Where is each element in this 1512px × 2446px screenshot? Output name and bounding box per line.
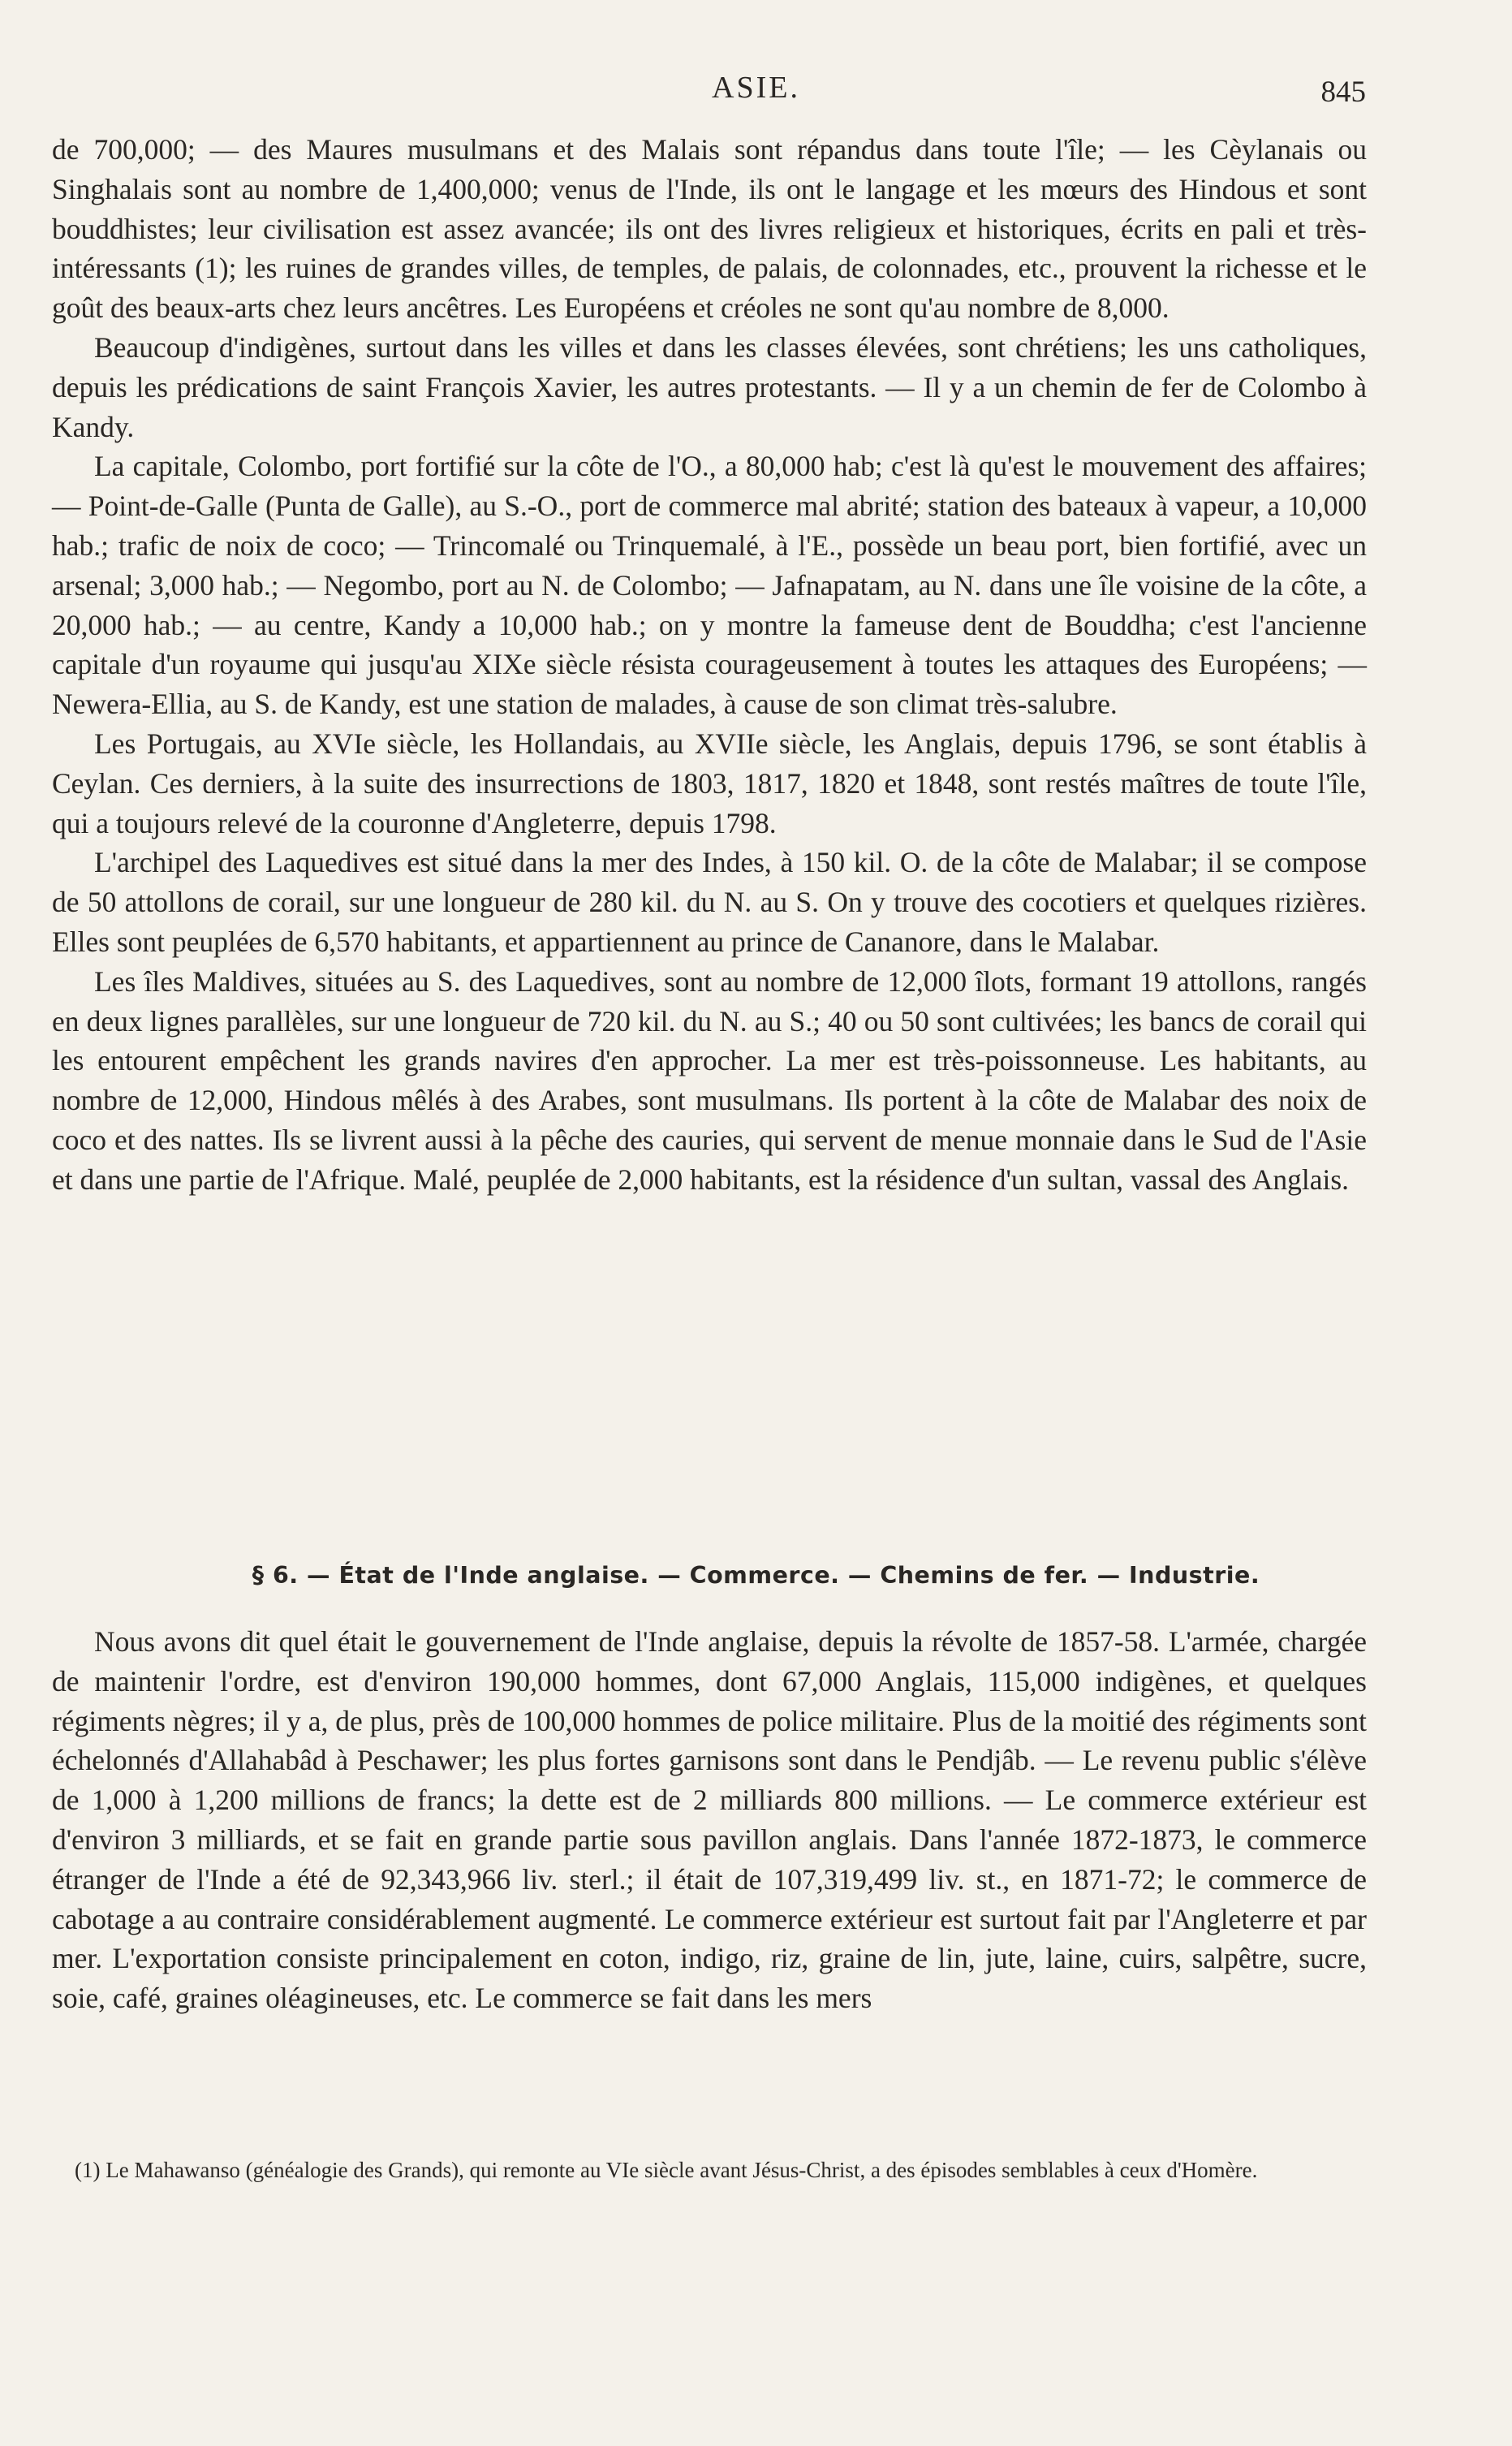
paragraph-3: La capitale, Colombo, port fortifié sur la côte de l'O., a 80,000 hab; c'est là qu'est le mouvement des affaires; — Point-de-Galle (Punta de Galle), au S.-O., port de commerce mal abrité; station des bateaux à vapeur, a 10,000 hab.; trafic de noix de coco; — Trincomalé ou Trinquemalé, à l'E., possède un beau port, bien fortifié, avec un arsenal; 3,000 hab.; — Negombo, port au N. de Colombo; — Jafnapatam, au N. dans une île voisine de la côte, a 20,000 hab.; — au centre, Kandy a 10,000 hab.; on y montre la fameuse dent de Bouddha; c'est l'ancienne capitale d'un royaume qui jusqu'au XIXe siècle résista courageusement à toutes les attaques des Européens; — Newera-Ellia, au S. de Kandy, est une station de malades, à cause de son climat très-salubre. bbox=[52, 450, 1367, 721]
footnote: (1) Le Mahawanso (généalogie des Grands), qui remonte au VIe siècle avant Jésus-Christ, a des épisodes semblables à ceux d'Homère. bbox=[75, 2158, 1258, 2182]
section-paragraph: Nous avons dit quel était le gouvernement de l'Inde anglaise, depuis la révolte de 1857-58. L'armée, chargée de maintenir l'ordre, est d'environ 190,000 hommes, dont 67,000 Anglais, 115,000 indigènes, et quelques régiments nègres; il y a, de plus, près de 100,000 hommes de police militaire. Plus de la moitié des régiments sont échelonnés d'Allahabâd à Peschawer; les plus fortes garnisons sont dans le Pendjâb. — Le revenu public s'élève de 1,000 à 1,200 millions de francs; la dette est de 2 milliards 800 millions. — Le commerce extérieur est d'environ 3 milliards, et se fait en grande partie sous pavillon anglais. Dans l'année 1872-1873, le commerce étranger de l'Inde a été de 92,343,966 liv. sterl.; il était de 107,319,499 liv. st., en 1871-72; le commerce de cabotage a au contraire considérablement augmenté. Le commerce extérieur est surtout fait par l'Angleterre et par mer. L'exportation consiste principalement en coton, indigo, riz, graine de lin, jute, laine, cuirs, salpêtre, sucre, soie, café, graines oléagineuses, etc. Le commerce se fait dans les mers bbox=[52, 1625, 1367, 2015]
paragraph-1: de 700,000; — des Maures musulmans et des Malais sont répandus dans toute l'île; — les Cèylanais ou Singhalais sont au nombre de 1,400,000; venus de l'Inde, ils ont le langage et les mœurs des Hindous et sont bouddhistes; leur civilisation est assez avancée; ils ont des livres religieux et historiques, écrits en pali et très-intéressants (1); les ruines de grandes villes, de temples, de palais, de colonnades, etc., prouvent la richesse et le goût des beaux-arts chez leurs ancêtres. Les Européens et créoles ne sont qu'au nombre de 8,000. bbox=[52, 133, 1367, 325]
paragraph-4: Les Portugais, au XVIe siècle, les Hollandais, au XVIIe siècle, les Anglais, depuis 1796, se sont établis à Ceylan. Ces derniers, à la suite des insurrections de 1803, 1817, 1820 et 1848, sont restés maîtres de toute l'île, qui a toujours relevé de la couronne d'Angleterre, depuis 1798. bbox=[52, 727, 1367, 839]
page-number: 845 bbox=[1320, 75, 1366, 109]
running-title: ASIE. bbox=[712, 71, 800, 105]
main-text bbox=[52, 130, 1367, 1200]
paragraph-2: Beaucoup d'indigènes, surtout dans les villes et dans les classes élevées, sont chrétiens; les uns catholiques, depuis les prédications de saint François Xavier, les autres protestants. — Il y a un chemin de fer de Colombo à Kandy. bbox=[52, 330, 1367, 443]
paragraph-5: L'archipel des Laquedives est situé dans la mer des Indes, à 150 kil. O. de la côte de Malabar; il se compose de 50 attollons de corail, sur une longueur de 280 kil. du N. au S. On y trouve des cocotiers et quelques rizières. Elles sont peuplées de 6,570 habitants, et appartiennent au prince de Cananore, dans le Malabar. bbox=[52, 846, 1367, 958]
paragraph-6: Les îles Maldives, situées au S. des Laquedives, sont au nombre de 12,000 îlots, formant 19 attollons, rangés en deux lignes parallèles, sur une longueur de 720 kil. du N. au S.; 40 ou 50 sont cultivées; les bancs de corail qui les entourent empêchent les grands navires d'en approcher. La mer est très-poissonneuse. Les habitants, au nombre de 12,000, Hindous mêlés à des Arabes, sont musulmans. Ils portent à la côte de Malabar des noix de coco et des nattes. Ils se livrent aussi à la pêche des cauries, qui servent de menue monnaie dans le Sud de l'Asie et dans une partie de l'Afrique. Malé, peuplée de 2,000 habitants, est la résidence d'un sultan, vassal des Anglais. bbox=[52, 964, 1367, 1196]
section-heading: § 6. — État de l'Inde anglaise. — Commerce. — Chemins de fer. — Industrie. bbox=[252, 1562, 1260, 1589]
section-text bbox=[52, 1622, 1367, 2018]
